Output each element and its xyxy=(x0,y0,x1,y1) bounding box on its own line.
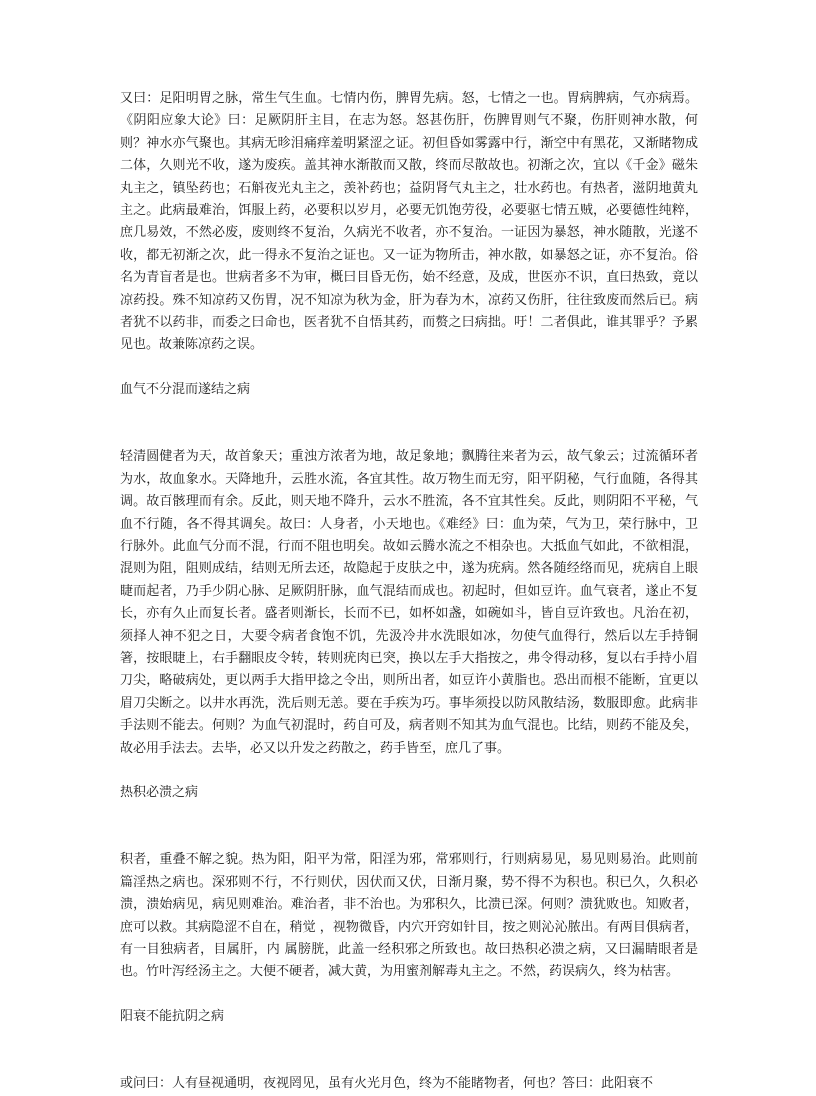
section-heading-1: 血气不分混而遂结之病 xyxy=(120,381,251,397)
paragraph-3: 积者，重叠不解之貌。热为阳，阳平为常，阳淫为邪，常邪则行，行则病易见，易见则易治。此则前篇淫热之病也。深邪则不行，不行则伏，因伏而又伏，日渐月聚，势不得不为积也。积已久，久积必溃，溃始病见，病见则难治。难治者，非不治也。为邪积久，比溃已深。何则？溃犹败也。知败者，庶可以救。其病隐涩不自在，稍觉 ，视物微昏，内穴开窍如针目，按之则沁沁脓出。有两目俱病者，有一目独病者，目属肝，内 属膀胱，此盖一经积邪之所致也。故曰热积必溃之病，又曰漏睛眼者是也。竹叶泻经汤主之。大便不硬者，减大黄，为用蜜剂解毒丸主之。不然，药误病久，终为枯害。 xyxy=(120,852,698,980)
document-page xyxy=(120,88,698,1096)
section-heading-2: 热积必溃之病 xyxy=(120,784,199,800)
paragraph-1: 又曰：足阳明胃之脉，常生气生血。七情内伤，脾胃先病。怒，七情之一也。胃病脾病，气亦病焉。《阴阳应象大论》曰：足厥阴肝主目，在志为怒。怒甚伤肝，伤脾胃则气不聚，伤肝则神水散，何则？神水亦气聚也。其病无昣泪痛痒羞明紧涩之证。初但昏如雾露中行，渐空中有黑花，又渐睹物成二体，久则光不收，遂为废疾。盖其神水渐散而又散，终而尽散故也。初渐之次，宜以《千金》磁朱丸主之，镇坠药也；石斛夜光丸主之，羡补药也；益阴肾气丸主之，壮水药也。有热者，滋阴地黄丸主之。此病最难治，饵服上药，必要积以岁月，必要无饥饱劳役，必要驱七情五贼，必要德性纯粹，庶几易效，不然必废，废则终不复治，久病光不收者，亦不复治。一证因为暴怒，神水随散，光遂不收，都无初渐之次，此一得永不复治之证也。又一证为物所击，神水散，如暴怒之证，亦不复治。俗名为青盲者是也。世病者多不为审，概曰目昏无伤，始不经意，及成，世医亦不识，直曰热致，竟以凉药投。殊不知凉药又伤胃，况不知凉为秋为金，肝为春为木，凉药又伤肝，往往致废而然后已。病者犹不以药非，而委之曰命也，医者犹不自悟其药，而赘之曰病拙。吁！二者俱此，谁其罪乎？予累见也。故兼陈凉药之误。 xyxy=(120,91,698,353)
section-heading-3: 阳衰不能抗阴之病 xyxy=(120,1008,225,1024)
paragraph-4: 或问曰：人有昼视通明，夜视罔见，虽有火光月色，终为不能睹物者，何也？答曰：此阳衰不 xyxy=(120,1076,654,1092)
paragraph-2: 轻清圆健者为天，故首象天；重浊方浓者为地，故足象地；飘腾往来者为云，故气象云；过流循环者为水，故血象水。天降地升，云胜水流，各宜其性。故万物生而无穷，阳平阴秘，气行血随，各得其调。故百骸理而有余。反此，则天地不降升，云水不胜流，各不宜其性矣。反此，则阴阳不平秘，气血不行随，各不得其调矣。故曰：人身者，小天地也。《难经》曰：血为荣，气为卫，荣行脉中，卫行脉外。此血气分而不混，行而不阻也明矣。故如云腾水流之不相杂也。大抵血气如此，不欲相混，混则为阻，阻则成结，结则无所去还，故隐起于皮肤之中，遂为疣病。然各随经络而见，疣病自上眼睫而起者，乃手少阴心脉、足厥阴肝脉，血气混结而成也。初起时，但如豆许。血气衰者，遂止不复长，亦有久止而复长者。盛者则渐长，长而不已，如杯如盏，如碗如斗，皆自豆许致也。凡治在初，须择人神不犯之日，大要令病者食饱不饥，先汲冷井水洗眼如冰，勿使气血得行，然后以左手持铜箸，按眼睫上，右手翻眼皮令转，转则疣肉已突，换以左手大指按之，弗令得动移，复以右手持小眉刀尖，略破病处，更以两手大指甲捻之令出，则所出者，如豆许小黄脂也。恐出而根不能断，宜更以眉刀尖断之。以井水再洗，洗后则无恙。要在手疾为巧。事毕须投以防风散结汤，数服即愈。此病非手法则不能去。何则？为血气初混时，药自可及，病者则不知其为血气混也。比结，则药不能及矣，故必用手法去。去毕，必又以升发之药散之，药手皆至，庶几了事。 xyxy=(120,449,698,756)
